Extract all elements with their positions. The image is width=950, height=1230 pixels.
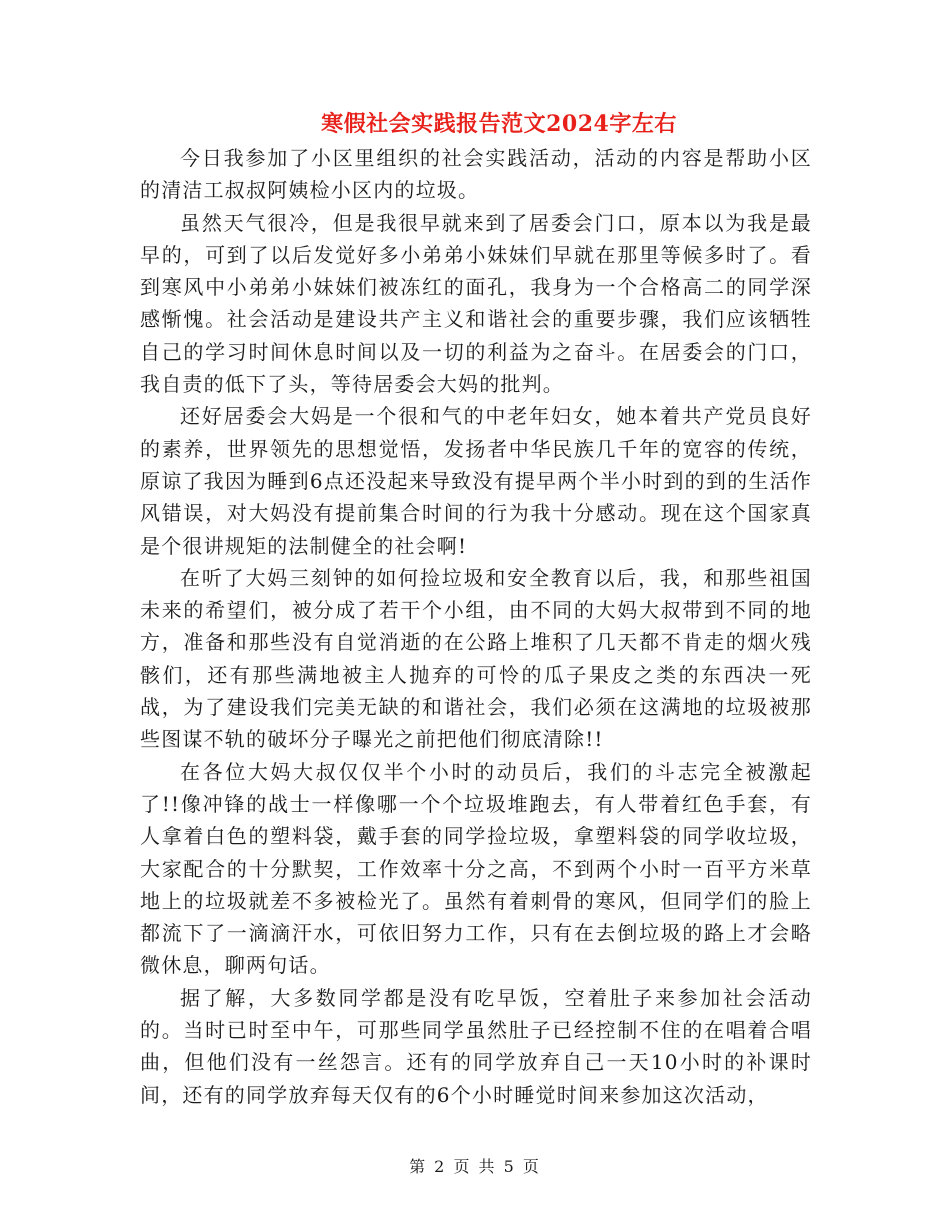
document-title: 寒假社会实践报告范文2024字左右 <box>321 111 677 137</box>
paragraph: 今日我参加了小区里组织的社会实践活动，活动的内容是帮助小区的清洁工叔叔阿姨检小区内的垃圾。 <box>140 146 812 203</box>
document-body <box>140 142 812 1111</box>
paragraph: 虽然天气很冷，但是我很早就来到了居委会门口，原本以为我是最早的，可到了以后发觉好多小弟弟小妹妹们早就在那里等候多时了。看到寒风中小弟弟小妹妹们被冻红的面孔，我身为一个合格高二的同学深感惭愧。社会活动是建设共产主义和谐社会的重要步骤，我们应该牺牲自己的学习时间休息时间以及一切的利益为之奋斗。在居委会的门口，我自责的低下了头，等待居委会大妈的批判。 <box>140 210 812 397</box>
paragraph: 据了解，大多数同学都是没有吃早饭，空着肚子来参加社会活动的。当时已时至中午，可那些同学虽然肚子已经控制不住的在唱着合唱曲，但他们没有一丝怨言。还有的同学放弃自己一天10小时的补课时间，还有的同学放弃每天仅有的6个小时睡觉时间来参加这次活动， <box>140 985 812 1107</box>
paragraph: 在听了大妈三刻钟的如何捡垃圾和安全教育以后，我，和那些祖国未来的希望们，被分成了若干个小组，由不同的大妈大叔带到不同的地方，准备和那些没有自觉消逝的在公路上堆积了几天都不肯走的烟火残骸们，还有那些满地被主人抛弃的可怜的瓜子果皮之类的东西决一死战，为了建设我们完美无缺的和谐社会，我们必须在这满地的垃圾被那些图谋不轨的破坏分子曝光之前把他们彻底清除!! <box>140 565 812 752</box>
paragraph: 还好居委会大妈是一个很和气的中老年妇女，她本着共产党员良好的素养，世界领先的思想觉悟，发扬者中华民族几千年的宽容的传统，原谅了我因为睡到6点还没起来导致没有提早两个半小时到的到的生活作风错误，对大妈没有提前集合时间的行为我十分感动。现在这个国家真是个很讲规矩的法制健全的社会啊! <box>140 404 812 558</box>
page-footer: 第 2 页 共 5 页 <box>409 1157 541 1176</box>
paragraph: 在各位大妈大叔仅仅半个小时的动员后，我们的斗志完全被激起了!!像冲锋的战士一样像哪一个个垃圾堆跑去，有人带着红色手套，有人拿着白色的塑料袋，戴手套的同学捡垃圾，拿塑料袋的同学收垃圾，大家配合的十分默契，工作效率十分之高，不到两个小时一百平方米草地上的垃圾就差不多被检光了。虽然有着刺骨的寒风，但同学们的脸上都流下了一滴滴汗水，可依旧努力工作，只有在去倒垃圾的路上才会略微休息，聊两句话。 <box>140 759 812 978</box>
